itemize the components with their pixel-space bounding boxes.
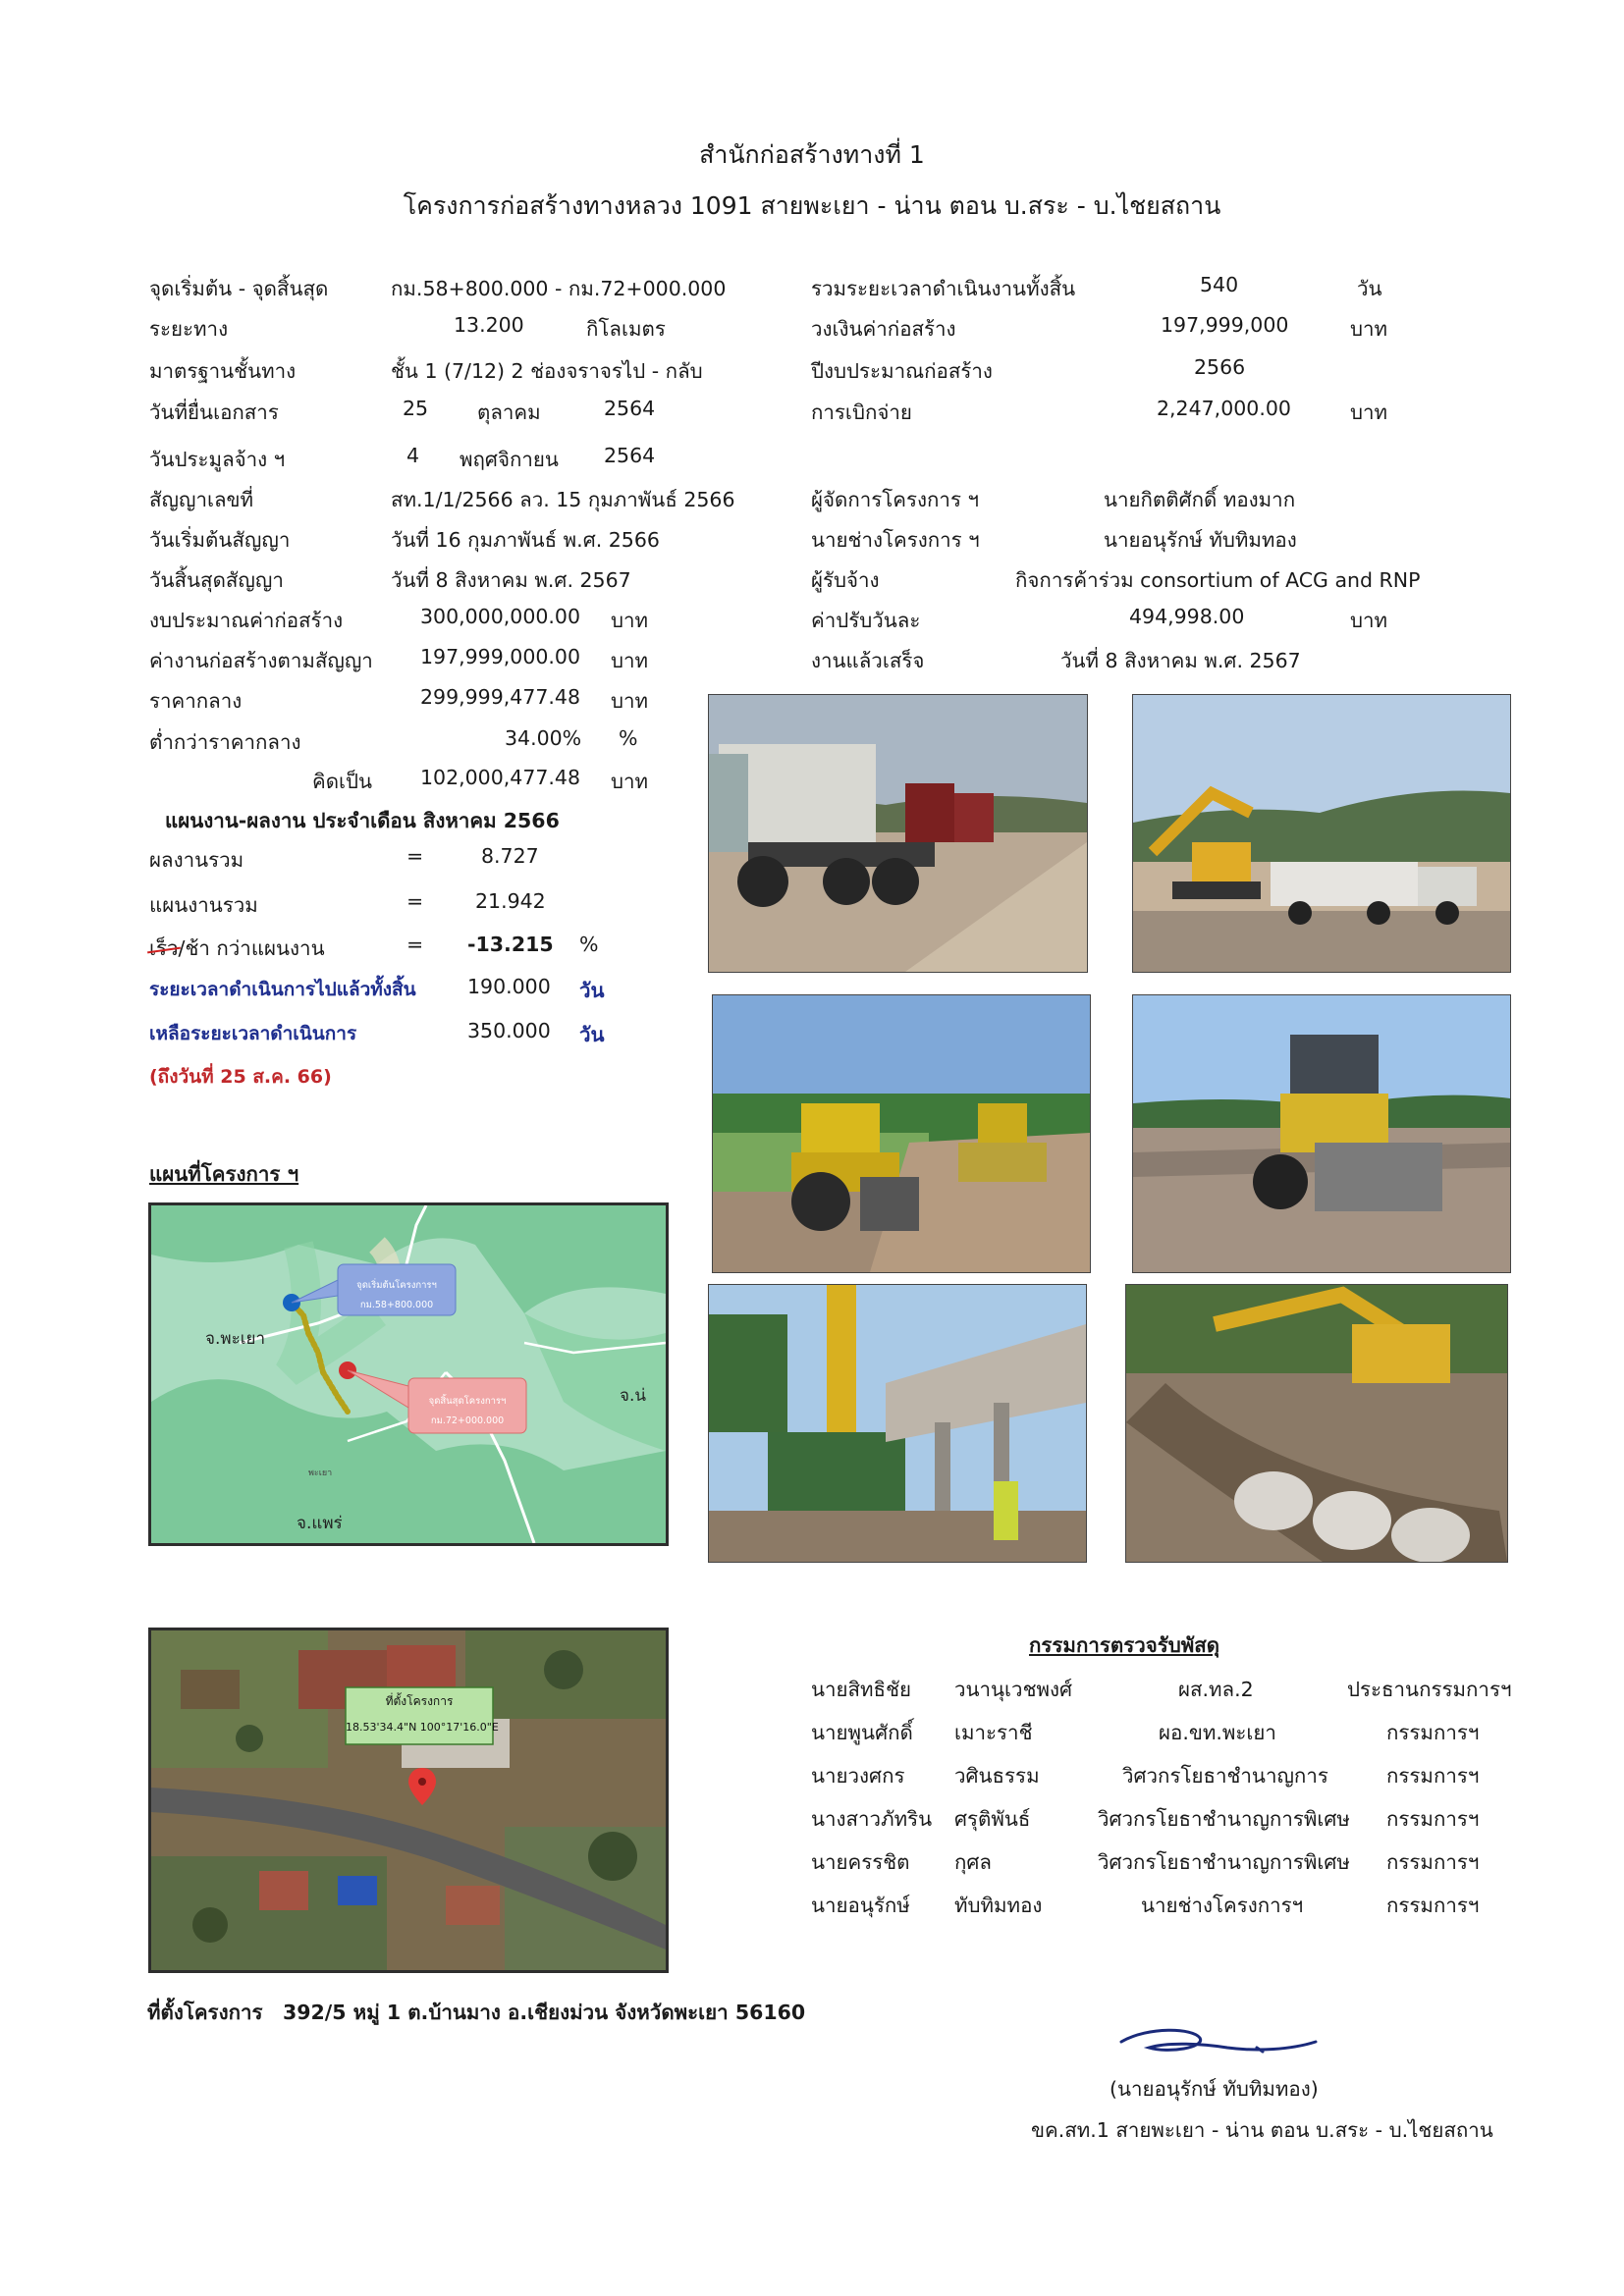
contractor-value: กิจการค้าร่วม consortium of ACG and RNP — [1015, 568, 1421, 592]
office-title: สำนักก่อสร้างทางที่ 1 — [699, 140, 925, 169]
map-heading: แผนที่โครงการ ฯ — [149, 1162, 299, 1186]
completion-label: งานแล้วเสร็จ — [811, 649, 925, 672]
committee-position: วิศวกรโยธาชำนาญการ — [1122, 1764, 1328, 1788]
contract-no-label: สัญญาเลขที่ — [149, 488, 254, 511]
below-median-unit: % — [619, 726, 638, 750]
total-duration-unit: วัน — [1357, 277, 1382, 300]
project-engineer-label: นายช่างโครงการ ฯ — [811, 528, 980, 552]
daily-fine-unit: บาท — [1350, 609, 1388, 632]
daily-fine-value: 494,998.00 — [1129, 605, 1245, 628]
committee-role: กรรมการฯ — [1386, 1850, 1480, 1874]
committee-last-name: ทับทิมทอง — [954, 1894, 1043, 1917]
contract-cost-value: 197,999,000.00 — [420, 645, 581, 668]
contract-no-value: สท.1/1/2566 ลว. 15 กุมภาพันธ์ 2566 — [391, 488, 735, 511]
project-manager-value: นายกิตติศักดิ์ ทองมาก — [1104, 488, 1296, 511]
map-province-nan: จ.น่ — [620, 1386, 646, 1406]
committee-position: นายช่างโครงการฯ — [1141, 1894, 1304, 1917]
actual-progress-label: ผลงานรวม — [149, 848, 244, 872]
planned-progress-eq: = — [406, 889, 424, 913]
remaining-label: เหลือระยะเวลาดำเนินการ — [149, 1023, 357, 1044]
submit-date-label: วันที่ยื่นเอกสาร — [149, 400, 279, 424]
variance-unit: % — [579, 933, 599, 956]
variance-value: -13.215 — [467, 933, 554, 956]
budget-unit: บาท — [611, 609, 649, 632]
actual-progress-eq: = — [406, 844, 424, 868]
total-duration-value: 540 — [1200, 273, 1239, 296]
photo-roller-field — [712, 994, 1091, 1273]
committee-last-name: วศินธรรม — [954, 1764, 1040, 1788]
daily-fine-label: ค่าปรับวันละ — [811, 609, 921, 632]
budget-label: งบประมาณค่าก่อสร้าง — [149, 609, 344, 632]
fiscal-year-value: 2566 — [1194, 355, 1246, 379]
elapsed-value: 190.000 — [467, 975, 551, 998]
contract-start-label: วันเริ่มต้นสัญญา — [149, 528, 291, 552]
auction-year: 2564 — [604, 444, 656, 467]
construction-amount-unit: บาท — [1350, 317, 1388, 341]
remaining-value: 350.000 — [467, 1019, 551, 1042]
start-end-value: กม.58+800.000 - กม.72+000.000 — [391, 277, 727, 300]
end-callout-title: จุดสิ้นสุดโครงการฯ — [428, 1396, 507, 1407]
photo-excavator-truck — [1132, 694, 1511, 973]
committee-first-name: นายพูนศักดิ์ — [811, 1721, 913, 1744]
committee-position: วิศวกรโยธาชำนาญการพิเศษ — [1098, 1850, 1350, 1874]
variance-label-text: /ช้า กว่าแผนงาน — [178, 936, 325, 960]
site-label-title: ที่ตั้งโครงการ — [385, 1694, 454, 1708]
progress-title: แผนงาน-ผลงาน ประจำเดือน สิงหาคม 2566 — [165, 809, 560, 832]
below-median-label: ต่ำกว่าราคากลาง — [149, 730, 301, 754]
signature-position: ขค.สท.1 สายพะเยา - น่าน ตอน บ.สระ - บ.ไชยสถาน — [1031, 2118, 1493, 2142]
committee-first-name: นางสาวภัทริน — [811, 1807, 933, 1831]
map-province-phayao: จ.พะเยา — [205, 1329, 266, 1349]
start-end-label: จุดเริ่มต้น - จุดสิ้นสุด — [149, 277, 329, 300]
photo-excavator-pipes — [1125, 1284, 1508, 1563]
signature-mark — [1110, 2022, 1326, 2061]
contract-start-value: วันที่ 16 กุมภาพันธ์ พ.ศ. 2566 — [391, 528, 660, 552]
committee-title: กรรมการตรวจรับพัสดุ — [1029, 1633, 1220, 1657]
as-of-date: (ถึงวันที่ 25 ส.ค. 66) — [149, 1066, 332, 1088]
standard-value: ชั้น 1 (7/12) 2 ช่องจราจรไป - กลับ — [391, 359, 703, 383]
photo-roller-road — [1132, 994, 1511, 1273]
committee-position: วิศวกรโยธาชำนาญการพิเศษ — [1098, 1807, 1350, 1831]
elapsed-unit: วัน — [579, 979, 605, 1002]
committee-role: กรรมการฯ — [1386, 1764, 1480, 1788]
project-manager-label: ผู้จัดการโครงการ ฯ — [811, 488, 979, 511]
photo-dump-truck-road — [708, 694, 1088, 973]
actual-progress-value: 8.727 — [481, 844, 539, 868]
committee-role: กรรมการฯ — [1386, 1894, 1480, 1917]
distance-label: ระยะทาง — [149, 317, 229, 341]
total-duration-label: รวมระยะเวลาดำเนินงานทั้งสิ้น — [811, 277, 1076, 300]
signature-name: (นายอนุรักษ์ ทับทิมทอง) — [1110, 2077, 1319, 2101]
distance-unit: กิโลเมตร — [586, 317, 666, 341]
disbursement-value: 2,247,000.00 — [1157, 397, 1291, 420]
construction-amount-value: 197,999,000 — [1161, 313, 1289, 337]
project-map — [148, 1202, 669, 1546]
below-median-value: 34.00% — [505, 726, 582, 750]
committee-position: ผส.ทล.2 — [1178, 1678, 1254, 1701]
submit-day: 25 — [403, 397, 429, 420]
disbursement-unit: บาท — [1350, 400, 1388, 424]
equivalent-label: คิดเป็น — [312, 770, 373, 793]
standard-label: มาตรฐานชั้นทาง — [149, 359, 297, 383]
start-callout-km: กม.58+800.000 — [359, 1300, 434, 1310]
contract-end-label: วันสิ้นสุดสัญญา — [149, 568, 284, 592]
variance-label — [149, 933, 325, 965]
map-province-phrae: จ.แพร่ — [297, 1514, 343, 1533]
equivalent-value: 102,000,477.48 — [420, 766, 581, 789]
planned-progress-label: แผนงานรวม — [149, 893, 258, 917]
equivalent-unit: บาท — [611, 770, 649, 793]
submit-month: ตุลาคม — [477, 400, 541, 424]
completion-value: วันที่ 8 สิงหาคม พ.ศ. 2567 — [1060, 649, 1301, 672]
committee-role: ประธานกรรมการฯ — [1347, 1678, 1512, 1701]
site-label-coords: 18.53'34.4"N 100°17'16.0"E — [346, 1721, 499, 1734]
median-price-label: ราคากลาง — [149, 689, 243, 713]
committee-role: กรรมการฯ — [1386, 1807, 1480, 1831]
contractor-label: ผู้รับจ้าง — [811, 568, 880, 592]
committee-first-name: นายสิทธิชัย — [811, 1678, 911, 1701]
submit-year: 2564 — [604, 397, 656, 420]
project-title: โครงการก่อสร้างทางหลวง 1091 สายพะเยา - น่าน ตอน บ.สระ - บ.ไชยสถาน — [403, 191, 1221, 220]
photo-pile-driver-bridge — [708, 1284, 1087, 1563]
project-engineer-value: นายอนุรักษ์ ทับทิมทอง — [1104, 528, 1297, 552]
committee-role: กรรมการฯ — [1386, 1721, 1480, 1744]
contract-end-value: วันที่ 8 สิงหาคม พ.ศ. 2567 — [391, 568, 631, 592]
distance-value: 13.200 — [454, 313, 524, 337]
auction-day: 4 — [406, 444, 420, 467]
disbursement-label: การเบิกจ่าย — [811, 400, 912, 424]
committee-last-name: กุศล — [954, 1850, 992, 1874]
committee-last-name: วนานุเวชพงศ์ — [954, 1678, 1073, 1701]
committee-last-name: เมาะราชี — [954, 1721, 1033, 1744]
budget-value: 300,000,000.00 — [420, 605, 581, 628]
variance-strike-text: เร็ว — [149, 933, 179, 965]
site-satellite-image — [148, 1628, 669, 1973]
end-callout-km: กม.72+000.000 — [430, 1415, 505, 1426]
median-price-unit: บาท — [611, 689, 649, 713]
site-address-value: 392/5 หมู่ 1 ต.บ้านมาง อ.เชียงม่วน จังหวัดพะเยา 56160 — [283, 2001, 806, 2024]
fiscal-year-label: ปีงบประมาณก่อสร้าง — [811, 359, 993, 383]
planned-progress-value: 21.942 — [475, 889, 546, 913]
site-address-label: ที่ตั้งโครงการ — [147, 2001, 263, 2024]
variance-eq: = — [406, 933, 424, 956]
elapsed-label: ระยะเวลาดำเนินการไปแล้วทั้งสิ้น — [149, 979, 416, 1000]
construction-amount-label: วงเงินค่าก่อสร้าง — [811, 317, 956, 341]
committee-last-name: ศรุติพันธ์ — [954, 1807, 1031, 1831]
median-price-value: 299,999,477.48 — [420, 685, 581, 709]
committee-first-name: นายครรชิต — [811, 1850, 910, 1874]
remaining-unit: วัน — [579, 1023, 605, 1046]
contract-cost-unit: บาท — [611, 649, 649, 672]
committee-first-name: นายวงศกร — [811, 1764, 905, 1788]
map-small-label: พะเยา — [308, 1468, 333, 1478]
site-satellite-drawing — [151, 1630, 666, 1970]
committee-first-name: นายอนุรักษ์ — [811, 1894, 910, 1917]
auction-month: พฤศจิกายน — [460, 448, 559, 471]
auction-date-label: วันประมูลจ้าง ฯ — [149, 448, 286, 471]
project-map-drawing — [151, 1205, 666, 1543]
start-callout-title: จุดเริ่มต้นโครงการฯ — [356, 1280, 437, 1291]
committee-position: ผอ.ขท.พะเยา — [1159, 1721, 1276, 1744]
contract-cost-label: ค่างานก่อสร้างตามสัญญา — [149, 649, 373, 672]
